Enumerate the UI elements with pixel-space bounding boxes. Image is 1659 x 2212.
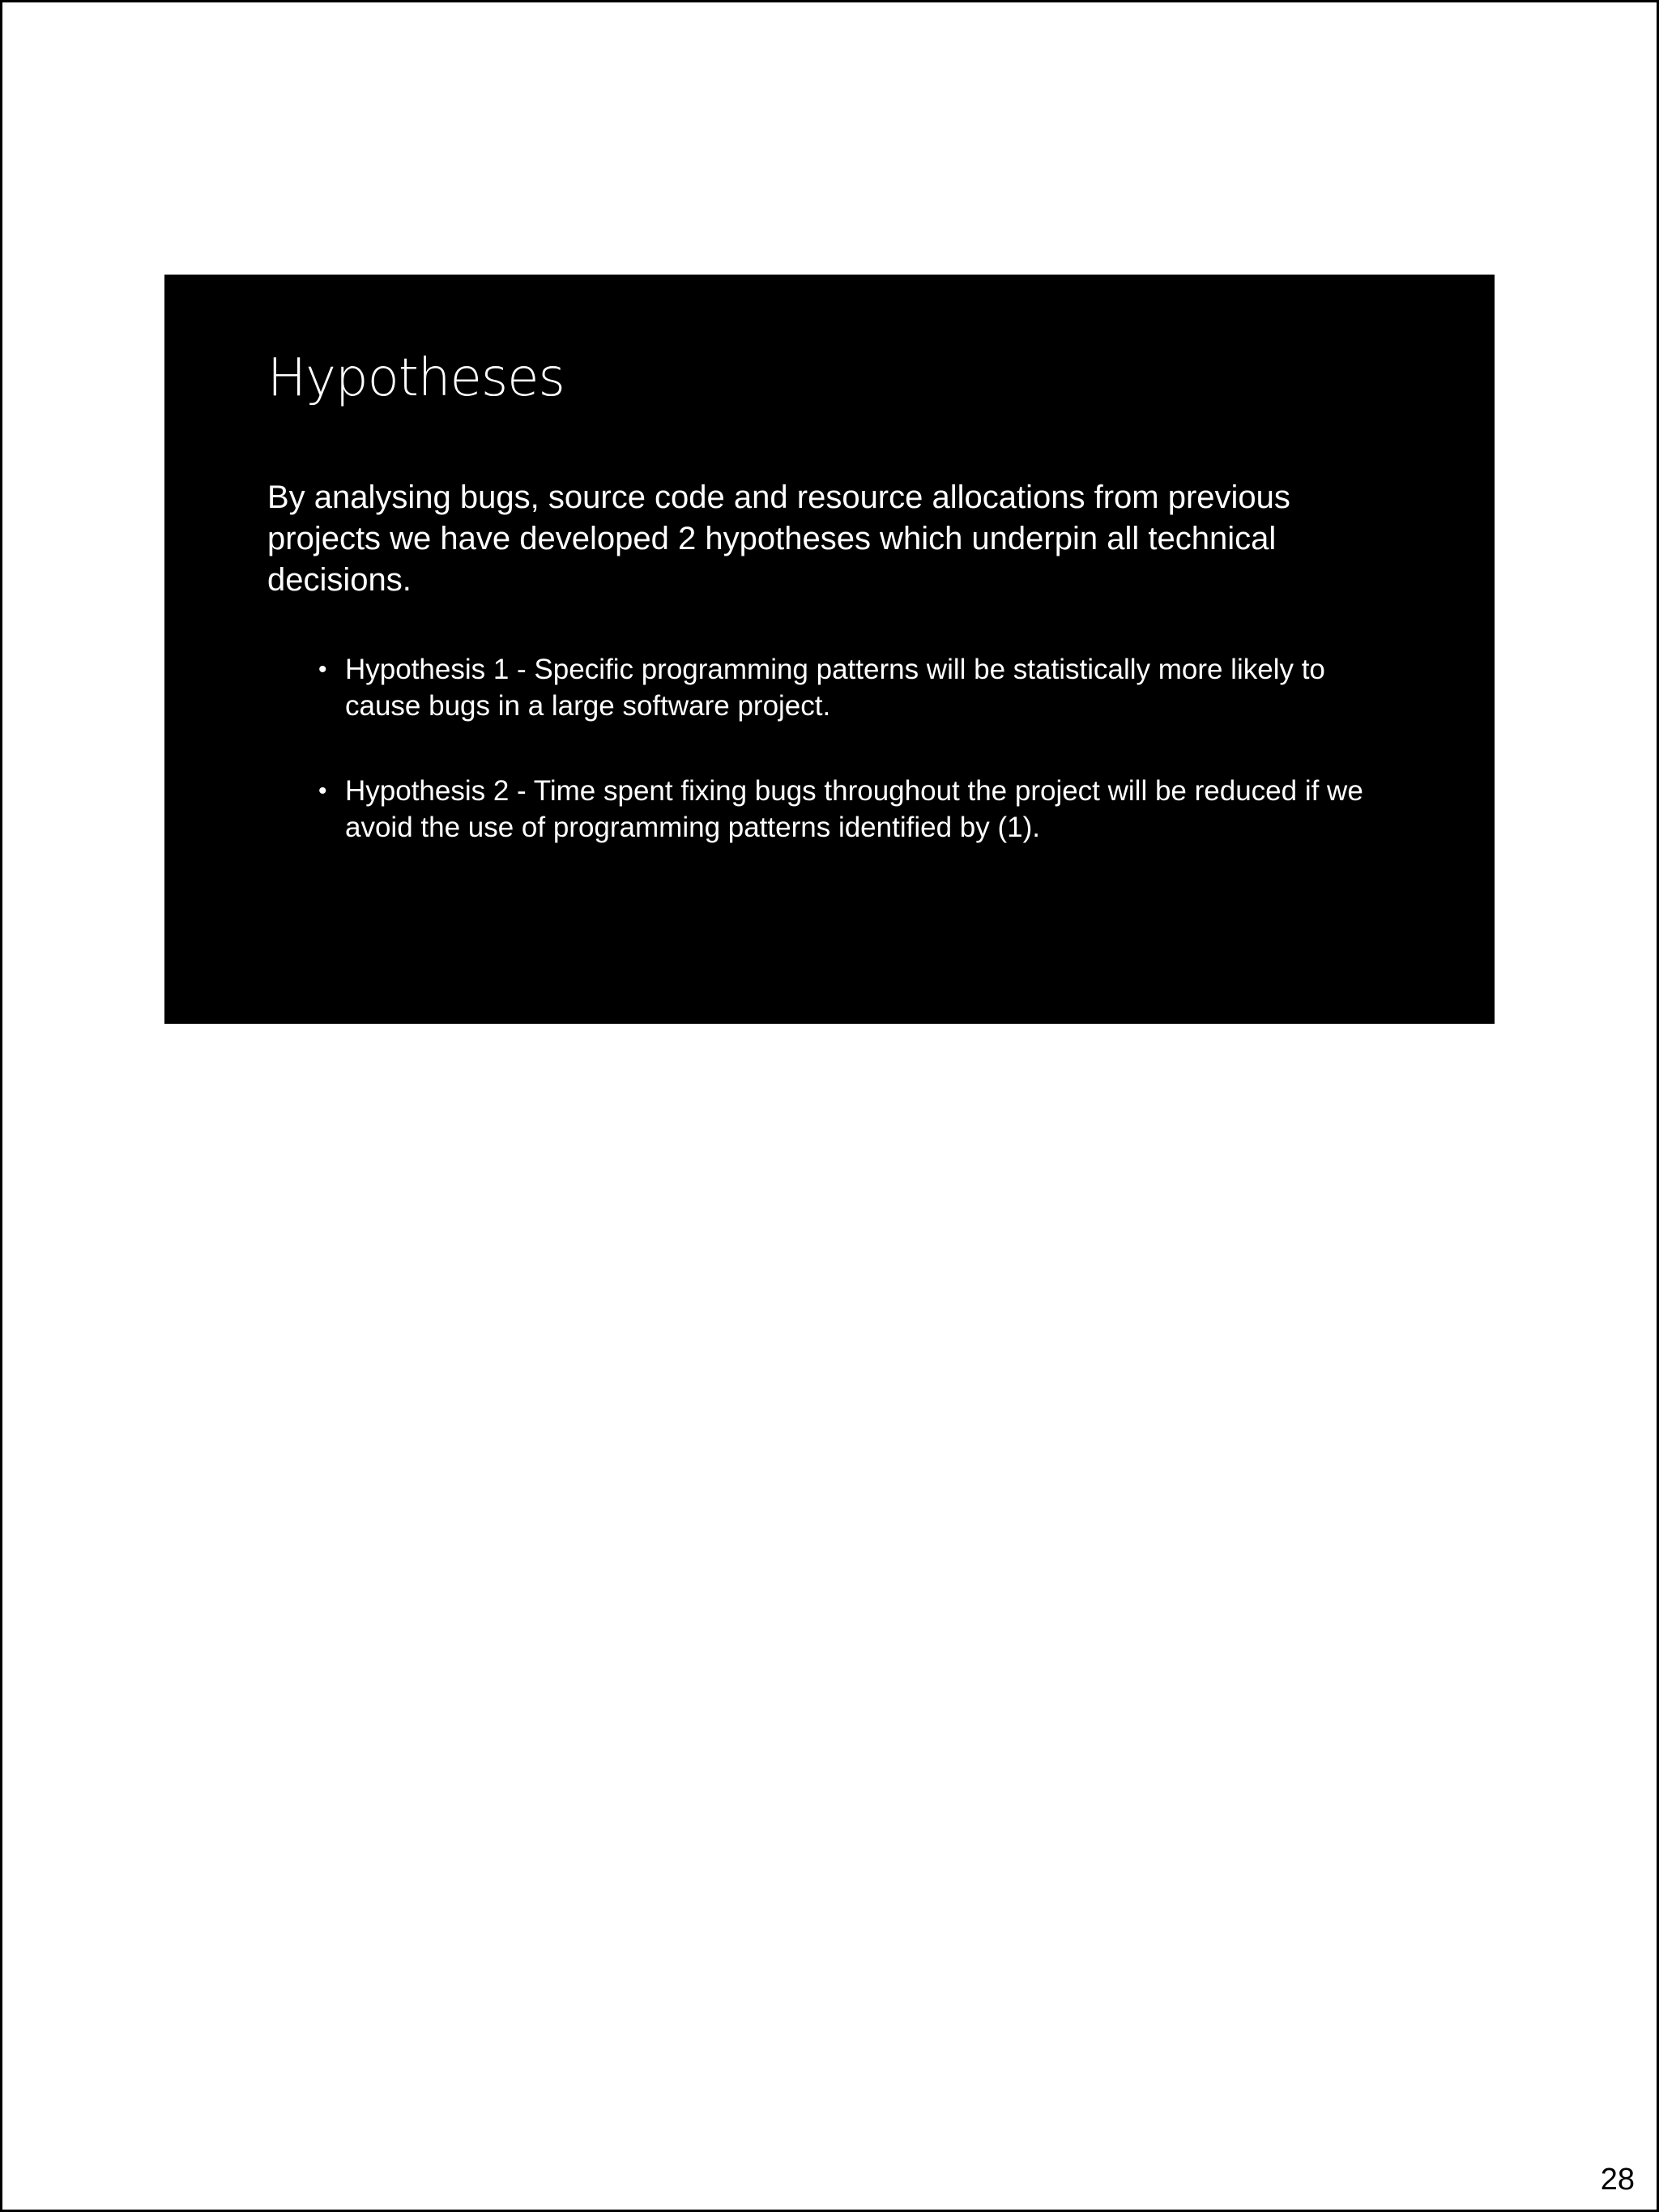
hypothesis-1-text: Hypothesis 1 - Specific programming patterns will be statistically more likely to cause bugs in a large software project. (345, 654, 1325, 722)
slide (164, 275, 1495, 1024)
hypothesis-2-text: Hypothesis 2 - Time spent fixing bugs throughout the project will be reduced if we avoid the use of programming patterns identified by (1). (345, 775, 1363, 843)
slide-title: Hypotheses (267, 348, 565, 408)
list-item (318, 651, 1388, 724)
bullet-icon: • (318, 656, 327, 683)
slide-intro-text: By analysing bugs, source code and resource allocations from previous projects we have developed 2 hypotheses which underpin all technical decisions. (267, 479, 1290, 598)
bullet-icon: • (318, 778, 327, 804)
list-item (318, 773, 1388, 846)
hypotheses-list (318, 651, 1388, 894)
page-number: 28 (1600, 2163, 1635, 2197)
